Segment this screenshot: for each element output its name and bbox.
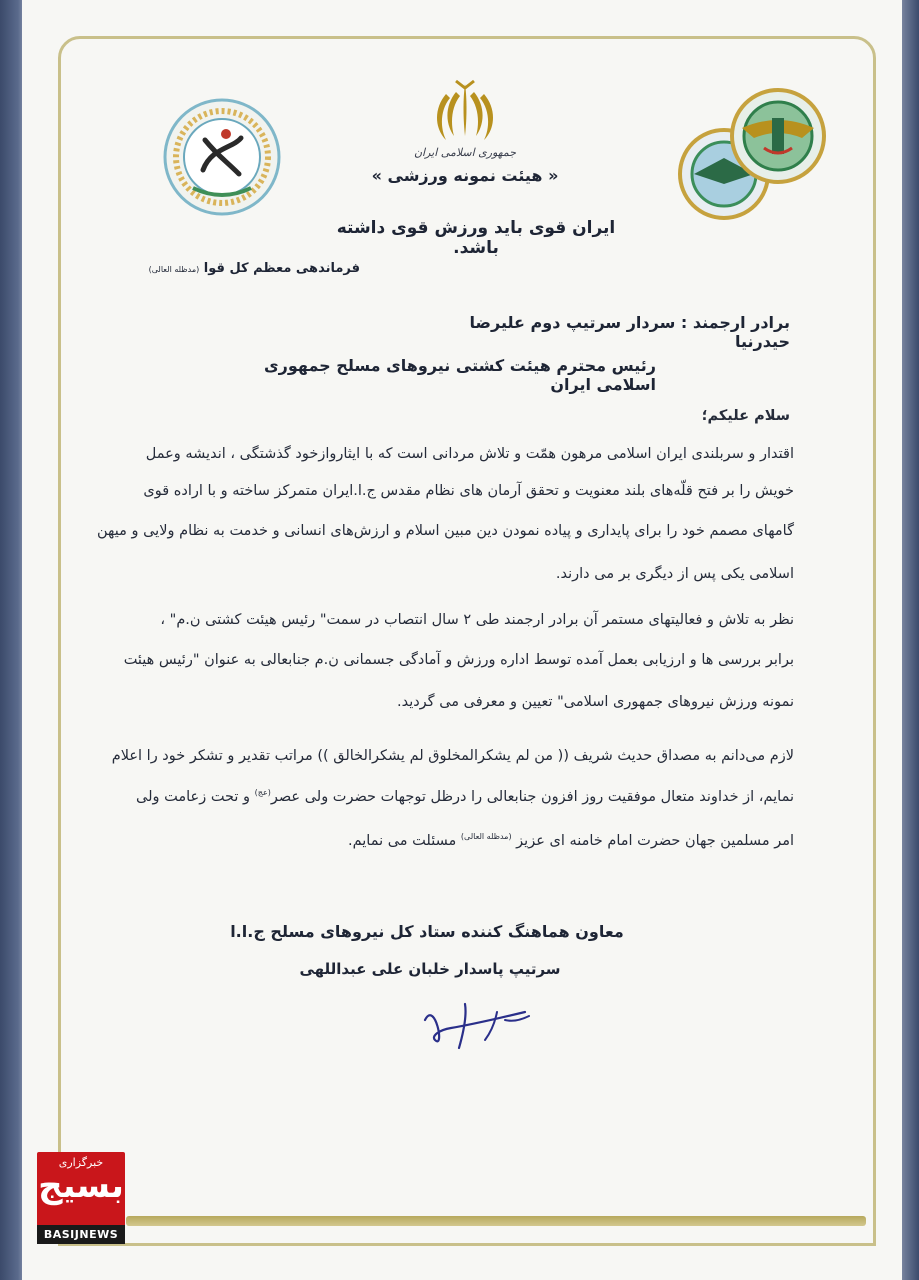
asr-superscript: (عج)	[254, 788, 271, 797]
paragraph-2-line-1: نظر به تلاش و فعالیتهای مستمر آن برادر ارجمند طی ۲ سال انتصاب در سمت" رئیس هیئت کشتی ن.م" ،	[160, 612, 794, 628]
addressee-line-1: برادر ارجمند : سردار سرتیپ دوم علیرضا حیدرنیا	[469, 313, 790, 351]
motto: ایران قوی باید ورزش قوی داشته باشد.	[336, 218, 616, 258]
paragraph-3-line-2: نمایم، از خداوند متعال موفقیت روز افزون جنابعالی را درظل توجهات حضرت ولی عصر	[270, 788, 794, 805]
paragraph-3-line-2-tail: و تحت زعامت ولی	[136, 788, 255, 805]
page-border-bottom	[126, 1216, 866, 1226]
addressee-line-2: رئیس محترم هیئت کشتی نیروهای مسلح جمهوری اسلامی ایران	[263, 356, 656, 394]
paragraph-1-line-2: خویش را بر فتح قلّه‌های بلند معنویت و تحقق آرمان های نظام مقدس ج.ا.ایران متمرکز ساخته و با اراده قوی	[143, 483, 794, 499]
motto-attribution: فرماندهی معظم کل قوا	[203, 261, 360, 276]
paragraph-2-line-2: برابر بررسی ها و ارزیابی بعمل آمده توسط اداره ورزش و آمادگی جسمانی ن.م جنابعالی به عنوان "رئیس هیئت	[123, 652, 794, 668]
signatory-name: سرتیپ پاسدار خلبان علی عبداللهی	[299, 960, 561, 978]
paragraph-1-line-3: گامهای مصمم خود را برای پایداری و پیاده نمودن دین مبین اسلام و ارزش‌های انسانی و خدمت به نظام ولایی و میهن	[97, 523, 794, 539]
basij-news-watermark	[37, 1152, 125, 1244]
paragraph-3-line-3-row	[330, 832, 794, 849]
paragraph-1-line-1: اقتدار و سربلندی ایران اسلامی مرهون همّت و تلاش مردانی است که با ایثاروازخود گذشتگی ، اندیشه وعمل	[145, 446, 794, 462]
paragraph-3-line-1: لازم می‌دانم به مصداق حدیث شریف (( من لم یشکرالمخلوق لم یشکرالخالق )) مراتب تقدیر و تشکر خود را اعلام	[111, 748, 794, 764]
motto-attribution-row	[140, 261, 360, 276]
paragraph-3-line-3-tail: مسئلت می نمایم.	[347, 832, 457, 849]
signatory-position: معاون هماهنگ کننده ستاد کل نیروهای مسلح ج.ا.ا	[230, 922, 624, 941]
watermark-logo-text: بسیج	[38, 1166, 124, 1206]
paragraph-3-line-3: امر مسلمین جهان حضرت امام خامنه ای عزیز	[516, 832, 794, 849]
watermark-brand-text: BASIJNEWS	[37, 1225, 125, 1244]
motto-attribution-note: (مدظله العالی)	[148, 265, 200, 274]
leader-superscript: (مدظله العالی)	[460, 832, 512, 841]
handwritten-signature	[405, 990, 545, 1060]
paragraph-1-line-4: اسلامی یکی پس از دیگری بر می دارند.	[555, 566, 794, 582]
paragraph-3-line-2-row	[92, 788, 794, 805]
wrestling-federation-logo	[163, 98, 281, 216]
armed-forces-emblem-icon	[672, 78, 832, 226]
organization-title: « هیئت نمونه ورزشی »	[371, 166, 559, 185]
greeting: سلام علیکم؛	[701, 408, 790, 424]
watermark-top-text: خبرگزاری	[58, 1156, 104, 1169]
iran-emblem-icon	[430, 78, 500, 150]
country-caption: جمهوری اسلامی ایران	[413, 146, 517, 159]
paragraph-2-line-3: نمونه ورزش نیروهای جمهوری اسلامی" تعیین و معرفی می گردید.	[396, 694, 794, 710]
